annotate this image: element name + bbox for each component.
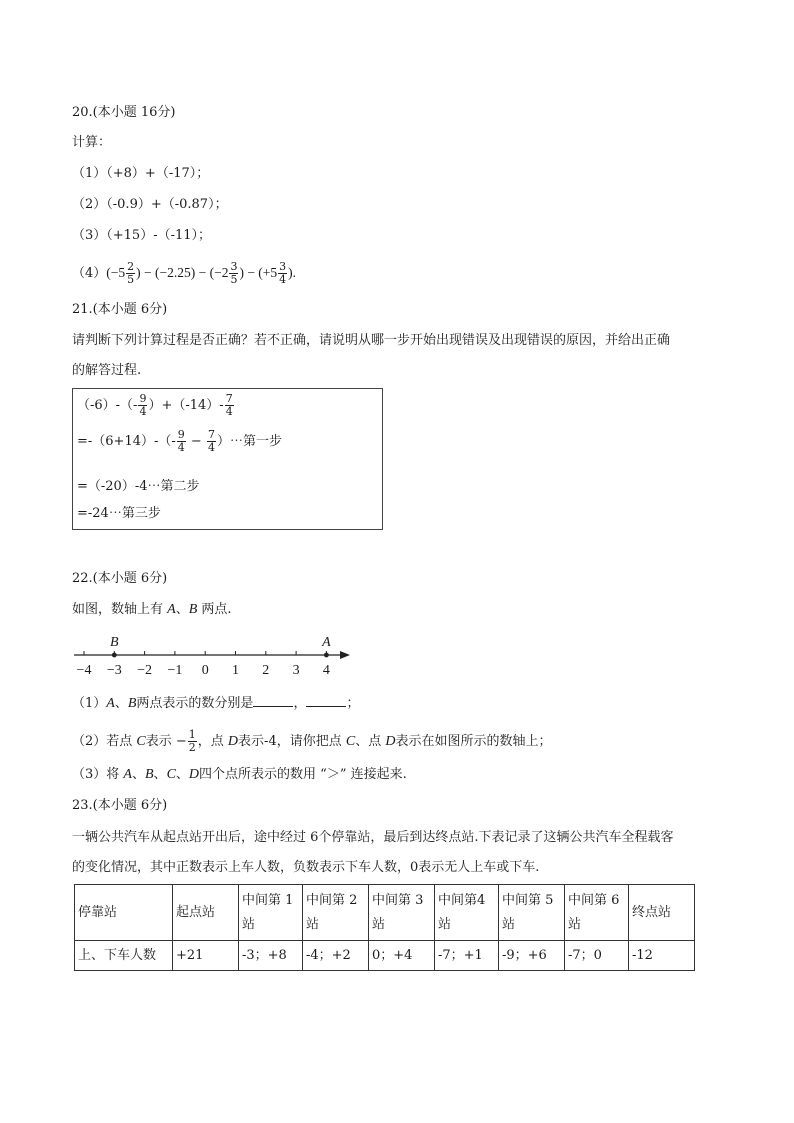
tick-label: −1: [167, 663, 183, 678]
answer-blank-1[interactable]: [253, 694, 293, 707]
q20-item-4-label: （4）: [72, 266, 107, 281]
q20-item-2: （2）（-0.9）+（-0.87）；: [72, 197, 228, 212]
table-cell: 停靠站: [75, 885, 173, 941]
table-cell: -7；+1: [435, 941, 499, 971]
bus-passenger-table: [74, 884, 695, 971]
q21-text-line-2: 的解答过程.: [72, 363, 142, 378]
q20-item-4-part-3: ) − (+5: [239, 265, 278, 280]
point-a: [324, 653, 329, 658]
q23-text-line-1: 一辆公共汽车从起点站开出后，途中经过 6个停靠站，最后到达终点站.下表记录了这辆公共汽车全程载客: [72, 830, 674, 845]
table-cell: 中间第 6站: [565, 885, 629, 941]
tick-label: −4: [76, 663, 92, 678]
point-label-a: A: [322, 635, 331, 650]
fraction: $\frac{2}{5}$: [127, 260, 135, 286]
table-cell: -12: [629, 941, 695, 971]
q21-text-line-1: 请判断下列计算过程是否正确？若不正确，请说明从哪一步开始出现错误及出现错误的原因，并给出正确: [72, 333, 671, 348]
q22-title: 22.(本小题 6分): [72, 571, 168, 586]
tick-label: 1: [232, 663, 239, 678]
q22-part-1: （1）A、B两点表示的数分别是 ， ；: [72, 696, 360, 711]
table-cell: 中间第 1站: [239, 885, 303, 941]
q22-part-2: （2）若点 C表示 − $\frac{1}{2}$ ，点 D表示-4，请你把点 C、点 D表示在如图所示的数轴上；: [72, 728, 552, 754]
tick-label: 3: [292, 663, 300, 678]
table-cell: -7；0: [565, 941, 629, 971]
table-cell: +21: [173, 941, 239, 971]
table-cell: 中间第 5站: [499, 885, 565, 941]
q20-intro: 计算：: [72, 135, 112, 150]
axis-arrow: [340, 651, 350, 659]
tick-label: −2: [137, 663, 153, 678]
table-cell: 0；+4: [369, 941, 435, 971]
q20-item-1: （1）（+8）+（-17）；: [72, 166, 210, 181]
q20-item-4: [72, 260, 296, 287]
table-cell: 中间第4站: [435, 885, 499, 941]
tick-label: 2: [262, 663, 270, 678]
q21-calculation-box: [72, 388, 383, 530]
tick-label: −3: [106, 663, 122, 678]
q22-intro: 如图，数轴上有 A、B 两点.: [72, 602, 232, 617]
box-line-2: =-（6+14）-（- $\frac{9}{4}$ − $\frac{7}{4}$ ）⋯第一步: [77, 428, 282, 454]
table-cell: -3；+8: [239, 941, 303, 971]
table-cell: 起点站: [173, 885, 239, 941]
q23-title: 23.(本小题 6分): [72, 798, 168, 813]
tick-label: 0: [201, 663, 209, 678]
q20-item-4-part-4: ).: [288, 265, 297, 280]
q23-text-line-2: 的变化情况，其中正数表示上车人数，负数表示下车人数，0表示无人上车或下车.: [72, 860, 540, 875]
q21-title: 21.(本小题 6分): [72, 302, 168, 317]
table-cell: 终点站: [629, 885, 695, 941]
table-cell: -4；+2: [303, 941, 369, 971]
box-line-1: （-6）-（- $\frac{9}{4}$ ）+（-14）- $\frac{7}{4}$: [77, 392, 233, 418]
table-cell: 中间第 3站: [369, 885, 435, 941]
table-row: [75, 941, 695, 971]
table-cell: -9；+6: [499, 941, 565, 971]
fraction: $\frac{3}{5}$: [230, 260, 238, 286]
box-line-3: =（-20）-4⋯第二步: [77, 479, 200, 494]
point-b: [112, 653, 117, 658]
q20-item-3: （3）（+15）-（-11）；: [72, 228, 212, 243]
point-label-b: B: [110, 635, 119, 650]
tick-label: 4: [322, 663, 330, 678]
table-cell: 上、下车人数: [75, 941, 173, 971]
q20-title: 20.(本小题 16分): [72, 105, 176, 120]
answer-blank-2[interactable]: [306, 694, 346, 707]
table-cell: 中间第 2站: [303, 885, 369, 941]
q22-part-3: （3）将 A、B、C、D四个点所表示的数用 “＞” 连接起来.: [72, 767, 407, 782]
q20-item-4-part-1: (−5: [106, 265, 126, 280]
table-header-row: [75, 885, 695, 941]
box-line-4: =-24⋯第三步: [77, 506, 161, 521]
fraction: $\frac{3}{4}$: [279, 260, 287, 286]
q20-item-4-part-2: ) − (−2.25) − (−2: [136, 265, 229, 280]
number-line: [70, 630, 360, 680]
